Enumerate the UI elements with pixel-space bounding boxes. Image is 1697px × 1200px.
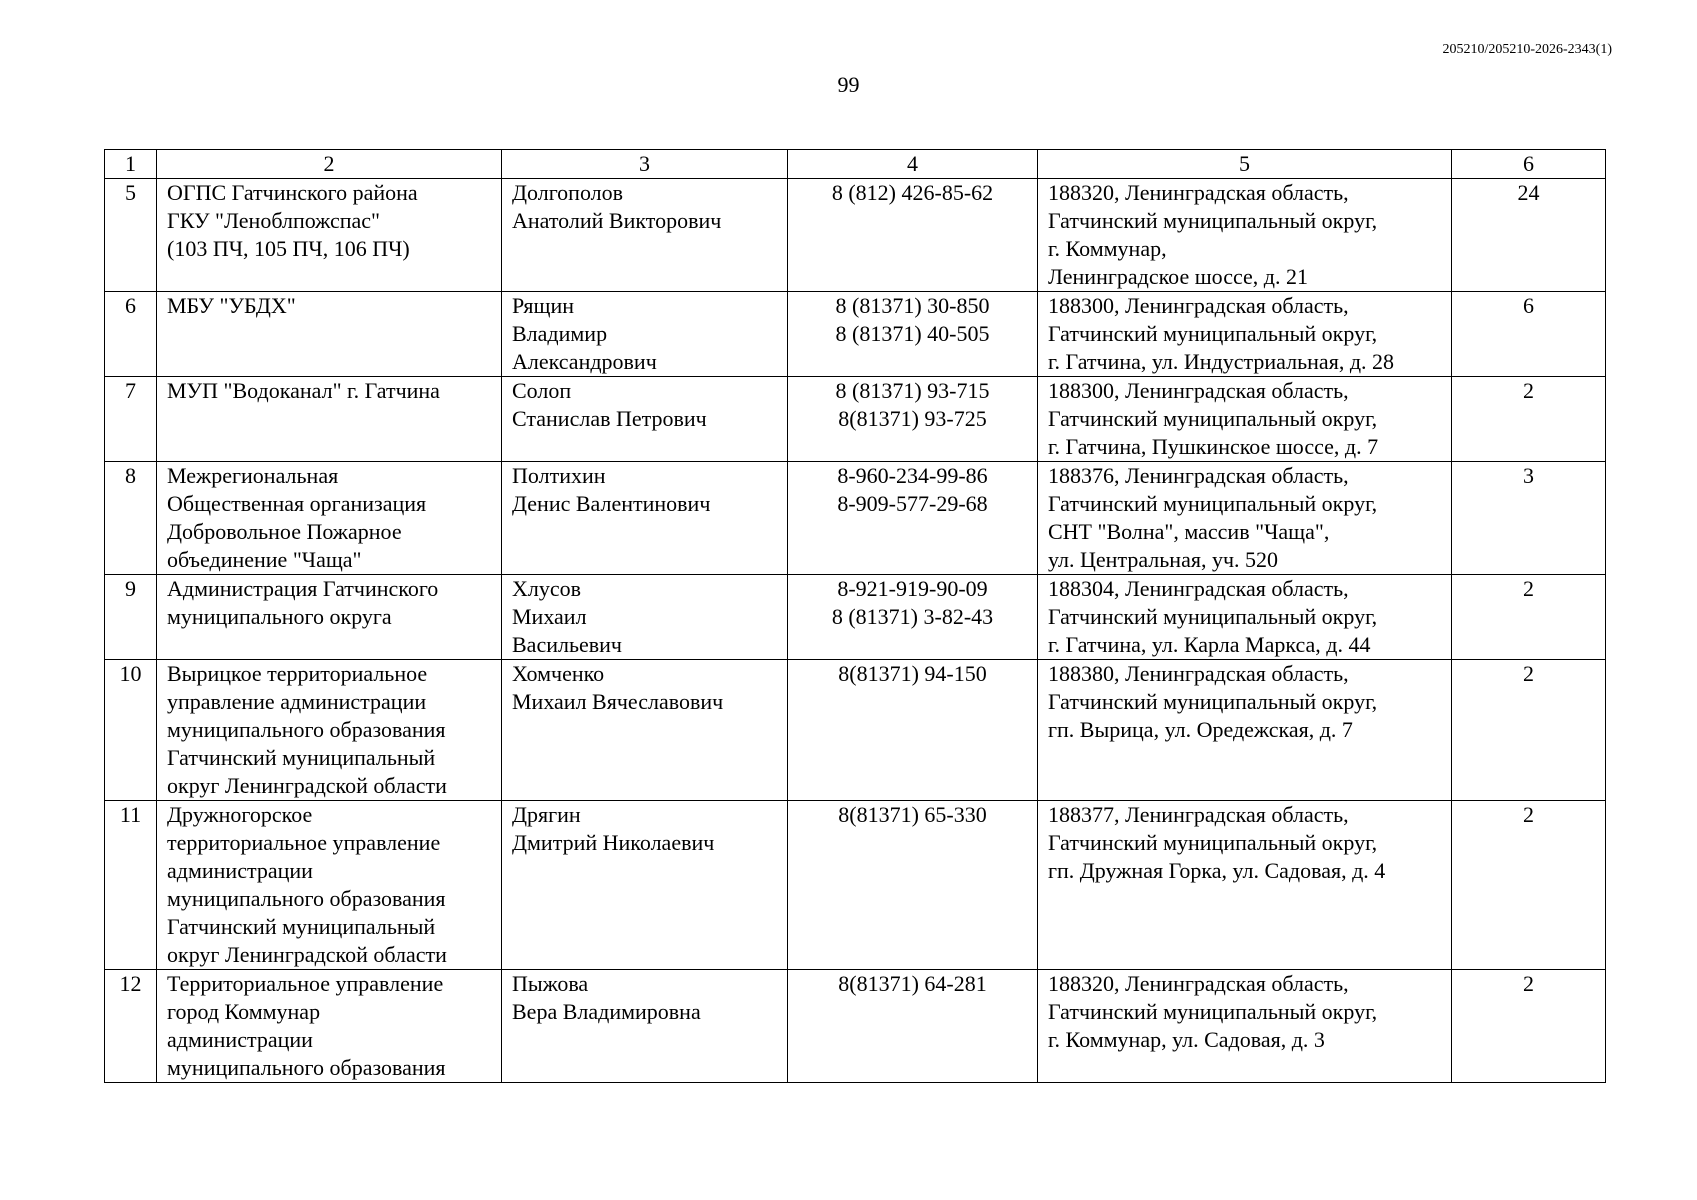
- organization-name: Межрегиональная Общественная организация Добровольное Пожарное объединение "Чаща": [157, 462, 502, 575]
- organization-name: Вырицкое территориальное управление администрации муниципального образования Гатчинский муниципальный округ Ленинградской области: [157, 660, 502, 801]
- responsible-person: Солоп Станислав Петрович: [502, 377, 788, 462]
- column-header: 1: [105, 150, 157, 179]
- responsible-person: Хлусов Михаил Васильевич: [502, 575, 788, 660]
- count: 6: [1452, 292, 1606, 377]
- column-header: 5: [1038, 150, 1452, 179]
- row-number: 6: [105, 292, 157, 377]
- phone-numbers: 8-960-234-99-86 8-909-577-29-68: [788, 462, 1038, 575]
- address: 188300, Ленинградская область, Гатчинский муниципальный округ, г. Гатчина, ул. Индустриальная, д. 28: [1038, 292, 1452, 377]
- phone-numbers: 8 (81371) 93-715 8(81371) 93-725: [788, 377, 1038, 462]
- count: 2: [1452, 801, 1606, 970]
- row-number: 7: [105, 377, 157, 462]
- address: 188320, Ленинградская область, Гатчинский муниципальный округ, г. Коммунар, Ленинградское шоссе, д. 21: [1038, 179, 1452, 292]
- document-id: 205210/205210-2026-2343(1): [1442, 42, 1612, 57]
- count: 2: [1452, 660, 1606, 801]
- row-number: 12: [105, 970, 157, 1083]
- responsible-person: Полтихин Денис Валентинович: [502, 462, 788, 575]
- contacts-table: [104, 149, 1606, 1083]
- row-number: 9: [105, 575, 157, 660]
- address: 188376, Ленинградская область, Гатчинский муниципальный округ, СНТ "Волна", массив "Чаща", ул. Центральная, уч. 520: [1038, 462, 1452, 575]
- row-number: 8: [105, 462, 157, 575]
- count: 3: [1452, 462, 1606, 575]
- address: 188377, Ленинградская область, Гатчинский муниципальный округ, гп. Дружная Горка, ул. Садовая, д. 4: [1038, 801, 1452, 970]
- count: 2: [1452, 970, 1606, 1083]
- organization-name: МУП "Водоканал" г. Гатчина: [157, 377, 502, 462]
- address: 188380, Ленинградская область, Гатчинский муниципальный округ, гп. Вырица, ул. Оредежская, д. 7: [1038, 660, 1452, 801]
- responsible-person: Хомченко Михаил Вячеславович: [502, 660, 788, 801]
- page-number: 99: [837, 72, 860, 97]
- row-number: 5: [105, 179, 157, 292]
- phone-numbers: 8(81371) 94-150: [788, 660, 1038, 801]
- column-header: 4: [788, 150, 1038, 179]
- column-header: 2: [157, 150, 502, 179]
- phone-numbers: 8 (812) 426-85-62: [788, 179, 1038, 292]
- table-header-row: [105, 150, 1606, 179]
- responsible-person: Долгополов Анатолий Викторович: [502, 179, 788, 292]
- organization-name: Администрация Гатчинского муниципального округа: [157, 575, 502, 660]
- table-row: [105, 179, 1606, 292]
- row-number: 10: [105, 660, 157, 801]
- count: 24: [1452, 179, 1606, 292]
- organization-name: ОГПС Гатчинского района ГКУ "Леноблпожспас" (103 ПЧ, 105 ПЧ, 106 ПЧ): [157, 179, 502, 292]
- table-row: [105, 575, 1606, 660]
- responsible-person: Дрягин Дмитрий Николаевич: [502, 801, 788, 970]
- address: 188320, Ленинградская область, Гатчинский муниципальный округ, г. Коммунар, ул. Садовая, д. 3: [1038, 970, 1452, 1083]
- organization-name: МБУ "УБДХ": [157, 292, 502, 377]
- row-number: 11: [105, 801, 157, 970]
- table-row: [105, 660, 1606, 801]
- phone-numbers: 8(81371) 65-330: [788, 801, 1038, 970]
- table-row: [105, 801, 1606, 970]
- responsible-person: Пыжова Вера Владимировна: [502, 970, 788, 1083]
- responsible-person: Рящин Владимир Александрович: [502, 292, 788, 377]
- table-row: [105, 292, 1606, 377]
- count: 2: [1452, 377, 1606, 462]
- organization-name: Территориальное управление город Коммунар администрации муниципального образования: [157, 970, 502, 1083]
- address: 188304, Ленинградская область, Гатчинский муниципальный округ, г. Гатчина, ул. Карла Маркса, д. 44: [1038, 575, 1452, 660]
- phone-numbers: 8(81371) 64-281: [788, 970, 1038, 1083]
- column-header: 3: [502, 150, 788, 179]
- phone-numbers: 8 (81371) 30-850 8 (81371) 40-505: [788, 292, 1038, 377]
- address: 188300, Ленинградская область, Гатчинский муниципальный округ, г. Гатчина, Пушкинское шоссе, д. 7: [1038, 377, 1452, 462]
- table-row: [105, 462, 1606, 575]
- table-row: [105, 970, 1606, 1083]
- column-header: 6: [1452, 150, 1606, 179]
- count: 2: [1452, 575, 1606, 660]
- organization-name: Дружногорское территориальное управление администрации муниципального образования Гатчинский муниципальный округ Ленинградской области: [157, 801, 502, 970]
- table-row: [105, 377, 1606, 462]
- phone-numbers: 8-921-919-90-09 8 (81371) 3-82-43: [788, 575, 1038, 660]
